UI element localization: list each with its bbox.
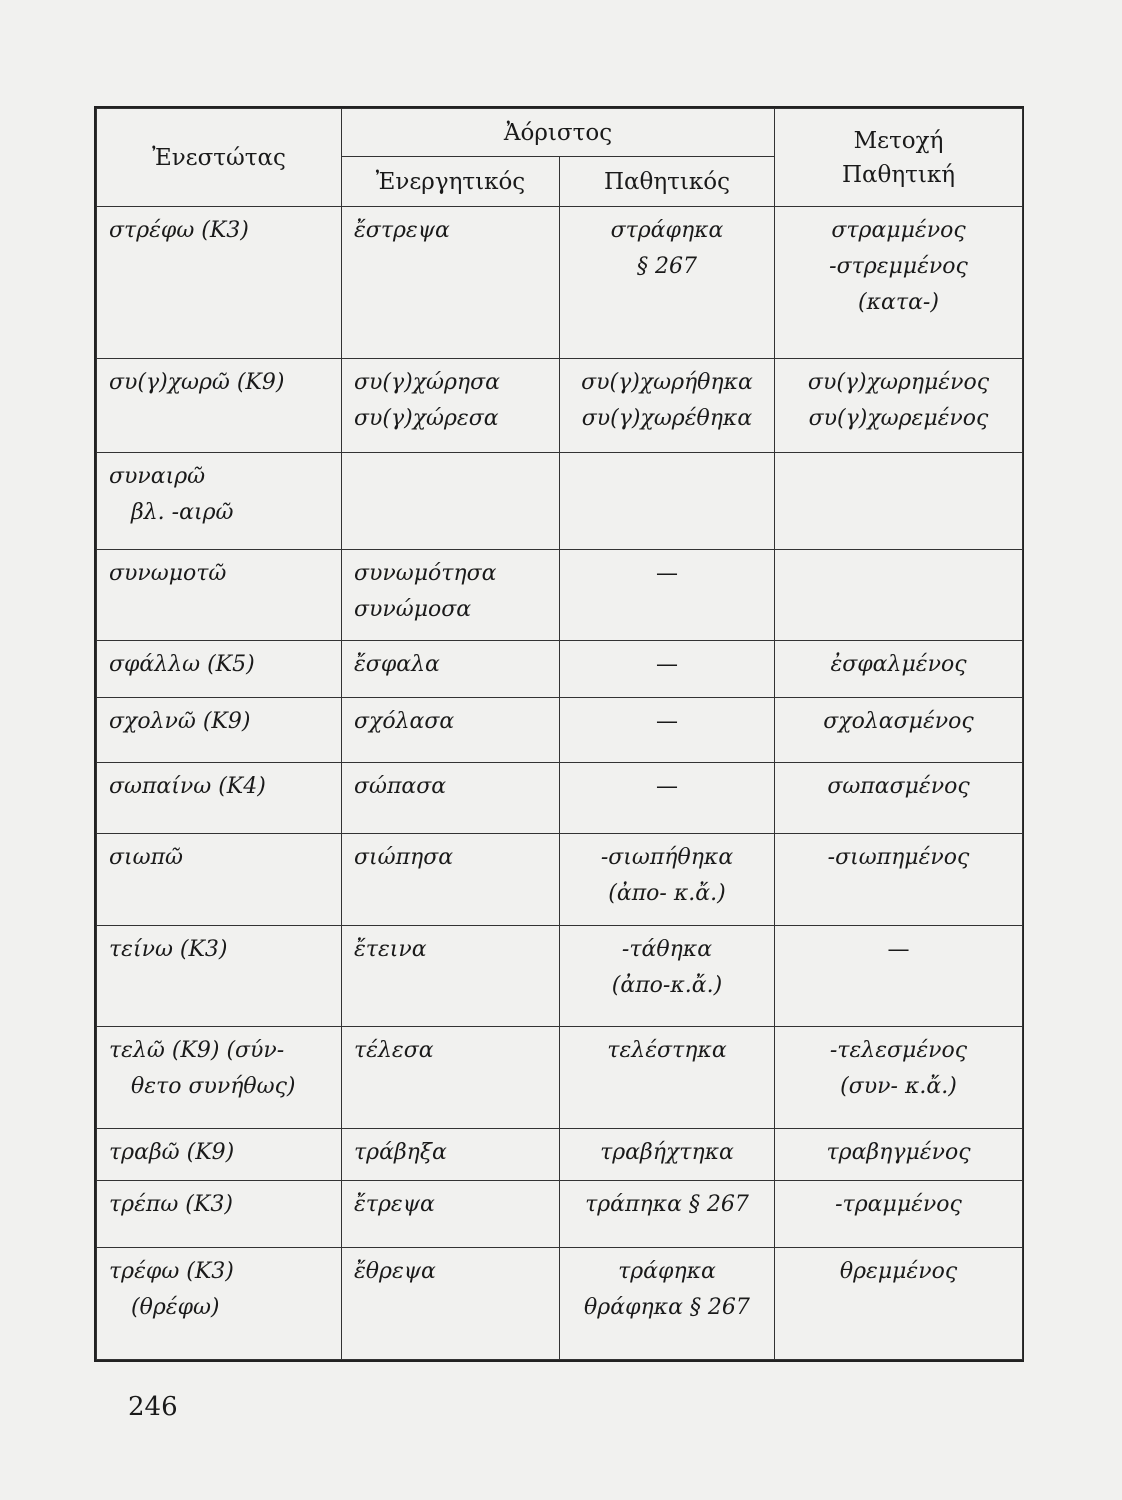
cell-active (342, 698, 560, 763)
cell-active (342, 359, 560, 452)
active-line: συνωμότησα (354, 561, 497, 587)
cell-active (342, 550, 560, 641)
cell-participle (775, 698, 1023, 763)
passive-line: συ(γ)χωρήθηκα (581, 370, 753, 396)
cell-present (97, 452, 342, 549)
participle-line: συ(γ)χωρεμένος (808, 406, 989, 432)
present-line: σχολνῶ (Κ9) (109, 709, 251, 735)
passive-line: — (656, 774, 678, 800)
table-row (97, 641, 1023, 698)
table-row (97, 207, 1023, 359)
passive-line: (ἀπο- κ.ἄ.) (608, 881, 726, 907)
passive-line: τραβήχτηκα (600, 1139, 734, 1165)
table-row (97, 452, 1023, 549)
header-participle-line2: Παθητική (841, 161, 956, 188)
header-active: Ἐνεργητικός (342, 157, 560, 207)
active-line: ἔστρεψα (354, 218, 450, 243)
table-row (97, 550, 1023, 641)
present-line: τρέπω (Κ3) (109, 1192, 233, 1218)
present-line: στρέφω (Κ3) (109, 218, 249, 243)
table-row (97, 698, 1023, 763)
active-line: συ(γ)χώρεσα (354, 406, 499, 432)
active-line: συνώμοσα (354, 597, 472, 623)
cell-active (342, 1248, 560, 1360)
active-line: συ(γ)χώρησα (354, 370, 500, 396)
cell-present (97, 1027, 342, 1128)
table-row (97, 763, 1023, 834)
participle-line: -τραμμένος (835, 1192, 962, 1218)
cell-participle (775, 550, 1023, 641)
cell-passive (560, 925, 775, 1026)
participle-line: ἐσφαλμένος (830, 652, 967, 678)
cell-passive (560, 1027, 775, 1128)
passive-line: τελέστηκα (607, 1038, 727, 1064)
active-line: σχόλασα (354, 709, 455, 735)
present-line: συ(γ)χωρῶ (Κ9) (109, 370, 285, 396)
cell-passive (560, 359, 775, 452)
cell-present (97, 1248, 342, 1360)
passive-line: -σιωπήθηκα (600, 845, 734, 871)
cell-passive (560, 550, 775, 641)
present-line: συνωμοτῶ (109, 561, 227, 587)
cell-passive (560, 1128, 775, 1181)
passive-line: συ(γ)χωρέθηκα (581, 406, 753, 432)
active-line: τράβηξα (354, 1139, 447, 1165)
cell-active (342, 925, 560, 1026)
cell-active (342, 452, 560, 549)
passive-line: (ἀπο-κ.ἄ.) (611, 972, 723, 998)
participle-line: -σιωπημένος (827, 845, 970, 871)
page-number: 246 (128, 1392, 178, 1422)
cell-passive (560, 1181, 775, 1248)
participle-line: θρεμμένος (839, 1259, 958, 1285)
present-line: θετο συνήθως) (131, 1074, 296, 1100)
conjugation-table (96, 108, 1023, 1360)
cell-active (342, 1181, 560, 1248)
cell-participle (775, 1027, 1023, 1128)
participle-line: σχολασμένος (823, 709, 974, 735)
cell-present (97, 698, 342, 763)
cell-present (97, 763, 342, 834)
header-participle-line1: Μετοχή (853, 127, 944, 154)
cell-participle (775, 1128, 1023, 1181)
header-passive: Παθητικός (560, 157, 775, 207)
participle-line: τραβηγμένος (826, 1139, 971, 1165)
cell-participle (775, 1248, 1023, 1360)
cell-participle (775, 763, 1023, 834)
header-participle (775, 109, 1023, 207)
conjugation-table-frame (94, 106, 1024, 1362)
header-aorist: Ἀόριστος (342, 109, 775, 157)
present-line: (θρέφω) (131, 1295, 220, 1321)
present-line: τείνω (Κ3) (109, 936, 228, 962)
cell-passive (560, 834, 775, 925)
cell-active (342, 1027, 560, 1128)
cell-active (342, 763, 560, 834)
passive-line: θράφηκα § 267 (584, 1295, 750, 1321)
participle-line: -στρεμμένος (829, 254, 968, 279)
active-line: ἔσφαλα (354, 652, 440, 678)
present-line: συναιρῶ (109, 463, 206, 489)
participle-line: (κατα-) (858, 290, 939, 315)
table-row (97, 359, 1023, 452)
passive-line: § 267 (637, 254, 697, 279)
passive-line: τράπηκα § 267 (585, 1192, 749, 1218)
active-line: ἔτεινα (354, 936, 427, 962)
cell-participle (775, 834, 1023, 925)
participle-line: στραμμένος (831, 218, 966, 243)
cell-present (97, 550, 342, 641)
table-row (97, 1027, 1023, 1128)
passive-line: -τάθηκα (621, 936, 713, 962)
cell-present (97, 925, 342, 1026)
cell-present (97, 834, 342, 925)
active-line: σιώπησα (354, 845, 454, 871)
participle-line: συ(γ)χωρημένος (807, 370, 990, 396)
participle-line: σωπασμένος (827, 774, 970, 800)
table-row (97, 1181, 1023, 1248)
cell-present (97, 359, 342, 452)
table-row (97, 834, 1023, 925)
cell-passive (560, 763, 775, 834)
cell-active (342, 207, 560, 359)
cell-participle (775, 641, 1023, 698)
cell-passive (560, 452, 775, 549)
present-line: τραβῶ (Κ9) (109, 1139, 235, 1165)
cell-active (342, 641, 560, 698)
present-line: σωπαίνω (Κ4) (109, 774, 266, 800)
cell-participle (775, 925, 1023, 1026)
cell-participle (775, 359, 1023, 452)
present-line: σφάλλω (Κ5) (109, 652, 255, 678)
passive-line: στράφηκα (610, 218, 724, 243)
cell-participle (775, 1181, 1023, 1248)
cell-passive (560, 698, 775, 763)
participle-line: -τελεσμένος (829, 1038, 968, 1064)
active-line: σώπασα (354, 774, 447, 800)
cell-participle (775, 207, 1023, 359)
active-line: ἔθρεψα (354, 1259, 436, 1285)
passive-line: — (656, 709, 678, 735)
present-line: βλ. -αιρῶ (131, 499, 234, 525)
cell-active (342, 834, 560, 925)
participle-line: (συν- κ.ἄ.) (840, 1074, 957, 1100)
passive-line: τράφηκα (618, 1259, 716, 1285)
table-row (97, 1248, 1023, 1360)
present-line: τρέφω (Κ3) (109, 1259, 234, 1285)
cell-passive (560, 641, 775, 698)
cell-present (97, 1128, 342, 1181)
cell-present (97, 641, 342, 698)
cell-present (97, 1181, 342, 1248)
active-line: ἔτρεψα (354, 1192, 435, 1218)
active-line: τέλεσα (354, 1038, 434, 1064)
passive-line: — (656, 652, 678, 678)
present-line: τελῶ (Κ9) (σύν- (109, 1038, 285, 1064)
present-line: σιωπῶ (109, 845, 183, 871)
cell-passive (560, 1248, 775, 1360)
cell-passive (560, 207, 775, 359)
table-row (97, 1128, 1023, 1181)
passive-line: — (656, 561, 678, 587)
cell-active (342, 1128, 560, 1181)
cell-present (97, 207, 342, 359)
participle-line: — (887, 936, 910, 962)
table-row (97, 925, 1023, 1026)
header-present: Ἐνεστώτας (97, 109, 342, 207)
cell-participle (775, 452, 1023, 549)
